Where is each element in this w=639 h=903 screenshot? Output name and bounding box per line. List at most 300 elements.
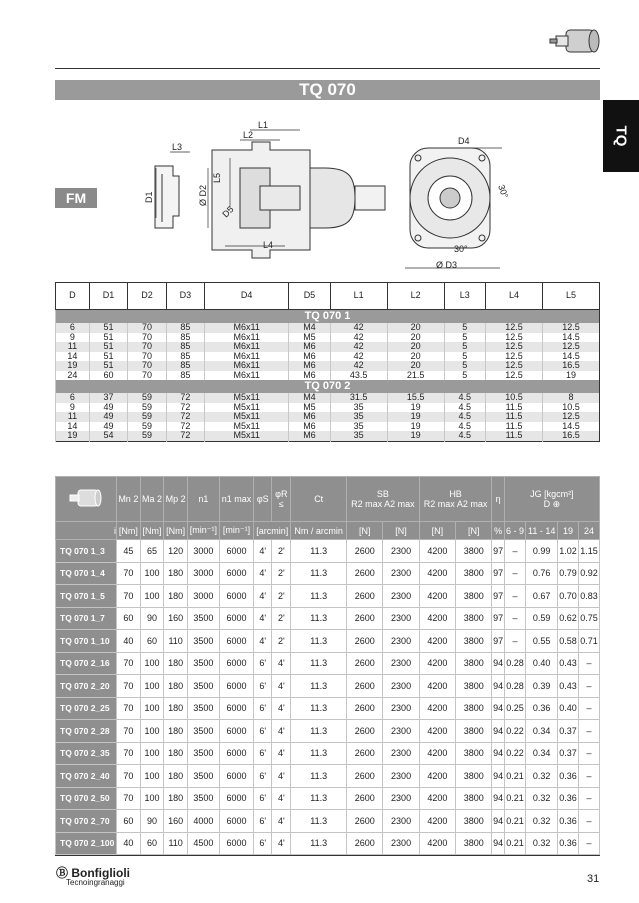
table-cell: 2300 [383,832,419,855]
table-cell: 0.32 [526,765,558,788]
table-row [56,540,600,563]
table-cell: 59 [128,403,166,413]
table-cell: 2300 [383,810,419,833]
table-cell: 2300 [383,742,419,765]
table-cell: 72 [166,431,204,441]
table-cell: 4' [272,787,291,810]
table-cell: 1.02 [558,540,579,563]
table-row [56,787,600,810]
table-cell: 0.36 [558,810,579,833]
dims-header-d2: D2 [128,283,166,310]
table-cell: 3000 [187,562,219,585]
table-cell: 4' [254,607,272,630]
table-cell: 3500 [187,607,219,630]
table-cell: 0.55 [526,630,558,653]
table-cell: 70 [128,361,166,371]
table-row [56,765,600,788]
table-cell: 2' [272,562,291,585]
table-cell: 51 [89,342,127,352]
table-cell: 6000 [219,787,253,810]
gearbox-thumbnail-icon [548,22,603,62]
table-cell: 6000 [219,720,253,743]
table-cell: 100 [140,697,164,720]
table-cell: 70 [128,323,166,333]
table-cell: 35 [330,412,387,422]
table-cell: 4' [272,675,291,698]
table-cell: 180 [164,742,188,765]
table-cell: 72 [166,412,204,422]
table-cell: 2' [272,630,291,653]
model-name: TQ 070 1_5 [56,585,117,608]
col-n1max: n1 max [219,477,253,522]
table-cell: 10.5 [486,393,543,403]
table-cell: 0.34 [526,720,558,743]
unit-header: [N] [456,522,492,540]
table-cell: 11.3 [291,607,347,630]
table-cell: 6000 [219,675,253,698]
table-cell: 0.37 [558,720,579,743]
table-cell: 4200 [419,540,455,563]
table-cell: 100 [140,765,164,788]
table-cell: 2300 [383,652,419,675]
table-cell: 5 [444,371,486,381]
table-cell: 94 [492,765,504,788]
table-cell: 1.15 [578,540,599,563]
table-cell: 94 [492,787,504,810]
gearbox-column-icon [56,477,117,522]
unit-header: [min⁻¹] [187,522,219,540]
col-n1: n1 [187,477,219,522]
table-cell: 100 [140,652,164,675]
table-cell: 2' [272,607,291,630]
table-cell: M6 [289,431,331,441]
table-cell: – [578,652,599,675]
table-cell: 85 [166,371,204,381]
table-cell: 70 [117,787,141,810]
table-cell: 11.3 [291,742,347,765]
table-cell: 0.40 [526,652,558,675]
table-cell: 59 [128,422,166,432]
table-cell: 2600 [347,765,383,788]
table-cell: M6x11 [205,342,289,352]
dims-header-d5: D5 [289,283,331,310]
model-name: TQ 070 2_100 [56,832,117,855]
table-cell: 0.32 [526,832,558,855]
table-cell: 4' [272,652,291,675]
group-header: TQ 070 1 [56,310,600,324]
table-cell: 42 [330,352,387,362]
table-cell: 70 [117,675,141,698]
table-cell: 70 [128,342,166,352]
table-cell: 6000 [219,562,253,585]
col-mn2: Mn 2 [117,477,141,522]
table-cell: 2600 [347,585,383,608]
table-cell: 0.22 [504,742,525,765]
dims-header-d: D [56,283,90,310]
technical-drawing [100,108,520,278]
table-cell: 60 [140,832,164,855]
unit-header: Nm / arcmin [291,522,347,540]
table-cell: 10.5 [542,403,599,413]
table-cell: 0.40 [558,697,579,720]
table-cell: 72 [166,403,204,413]
table-cell: 20 [387,333,444,343]
table-cell: 180 [164,675,188,698]
table-cell: 2300 [383,697,419,720]
table-cell: 3500 [187,675,219,698]
table-cell: – [578,742,599,765]
table-cell: 49 [89,412,127,422]
table-cell: 11 [56,412,90,422]
table-cell: 14 [56,352,90,362]
table-cell: 6' [254,810,272,833]
angle-label-1: 30° [496,183,511,200]
table-cell: M6 [289,361,331,371]
table-cell: 6' [254,697,272,720]
table-cell: 0.71 [578,630,599,653]
table-cell: 59 [128,412,166,422]
model-name: TQ 070 2_16 [56,652,117,675]
table-cell: 4000 [187,810,219,833]
table-cell: 0.70 [558,585,579,608]
table-cell: 4200 [419,810,455,833]
table-cell: 70 [117,742,141,765]
le-symbol: ≤ [278,499,284,509]
table-cell: 3500 [187,787,219,810]
dims-header-l3: L3 [444,283,486,310]
dim-d5: D5 [220,204,236,220]
table-cell: 2600 [347,810,383,833]
table-cell: 19 [56,361,90,371]
table-cell: – [504,562,525,585]
table-cell: M6 [289,412,331,422]
dim-l3: L3 [172,142,183,152]
table-cell: 16.5 [542,431,599,441]
table-cell: 51 [89,323,127,333]
table-cell: – [578,765,599,788]
table-cell: 6' [254,720,272,743]
table-cell: 97 [492,540,504,563]
table-row [56,607,600,630]
table-cell: 4200 [419,607,455,630]
table-cell: 2' [272,585,291,608]
table-cell: 12.5 [542,412,599,422]
table-cell: 40 [117,832,141,855]
dims-header-l2: L2 [387,283,444,310]
table-cell: 100 [140,675,164,698]
table-cell: 180 [164,765,188,788]
table-cell: 0.36 [558,832,579,855]
table-row [56,675,600,698]
unit-header: [arcmin] [254,522,291,540]
table-cell: 6' [254,832,272,855]
table-cell: 0.36 [558,765,579,788]
table-cell: 60 [117,810,141,833]
dim-d4: D4 [458,136,470,146]
table-cell: 9 [56,333,90,343]
table-cell: 42 [330,342,387,352]
table-cell: 40 [117,630,141,653]
table-cell: 0.58 [558,630,579,653]
model-name: TQ 070 2_28 [56,720,117,743]
table-cell: 4.5 [444,431,486,441]
table-cell: 6000 [219,540,253,563]
table-cell: 11 [56,342,90,352]
table-cell: 20 [387,352,444,362]
table-cell: 0.32 [526,810,558,833]
table-cell: 0.79 [558,562,579,585]
unit-header: [Nm] [164,522,188,540]
table-cell: 0.62 [558,607,579,630]
dims-header-l4: L4 [486,283,543,310]
table-cell: 0.36 [558,787,579,810]
table-cell: 2600 [347,562,383,585]
col-phi-s: φS [254,477,272,522]
table-cell: 0.67 [526,585,558,608]
table-cell: 0.76 [526,562,558,585]
model-name: TQ 070 1_10 [56,630,117,653]
col-ma2: Ma 2 [140,477,164,522]
table-cell: 0.83 [578,585,599,608]
table-cell: 4' [254,540,272,563]
dim-l5: L5 [212,172,222,183]
table-cell: 5 [444,361,486,371]
table-cell: 6' [254,652,272,675]
table-cell: 19 [56,431,90,441]
table-cell: 45 [117,540,141,563]
table-cell: 12.5 [486,371,543,381]
table-cell: 14 [56,422,90,432]
table-cell: 14.5 [542,333,599,343]
table-cell: 3000 [187,540,219,563]
table-cell: 85 [166,361,204,371]
table-cell: 11.3 [291,765,347,788]
table-cell: 35 [330,431,387,441]
table-cell: 2600 [347,832,383,855]
table-cell: 97 [492,585,504,608]
table-cell: 180 [164,652,188,675]
table-cell: 2600 [347,630,383,653]
table-cell: 54 [89,431,127,441]
table-cell: – [578,787,599,810]
table-cell: 11.5 [486,412,543,422]
table-cell: 6 [56,393,90,403]
table-cell: 3800 [456,630,492,653]
table-cell: 4200 [419,720,455,743]
table-cell: 6000 [219,652,253,675]
col-eta: η [492,477,504,522]
table-cell: 19 [387,431,444,441]
table-cell: 51 [89,352,127,362]
table-cell: 85 [166,342,204,352]
table-cell: 11.3 [291,810,347,833]
table-cell: 5 [444,323,486,333]
table-cell: 0.21 [504,810,525,833]
table-cell: 42 [330,323,387,333]
table-cell: 0.92 [578,562,599,585]
table-cell: 0.75 [578,607,599,630]
table-cell: 160 [164,607,188,630]
table-cell: 2300 [383,630,419,653]
table-cell: M6x11 [205,333,289,343]
table-cell: 120 [164,540,188,563]
unit-header: [N] [383,522,419,540]
dims-header-l1: L1 [330,283,387,310]
table-cell: 16.5 [542,361,599,371]
group-header: TQ 070 2 [56,380,600,393]
table-cell: 4200 [419,675,455,698]
table-cell: 0.32 [526,787,558,810]
table-cell: 0.43 [558,675,579,698]
table-cell: 35 [330,422,387,432]
table-cell: 31.5 [330,393,387,403]
table-cell: 0.34 [526,742,558,765]
table-cell: 160 [164,810,188,833]
table-cell: 4200 [419,765,455,788]
table-cell: 2600 [347,540,383,563]
table-cell: 3500 [187,720,219,743]
shaft-icon: ⊕ [552,498,561,509]
table-cell: 60 [89,371,127,381]
table-cell: 4200 [419,787,455,810]
table-cell: 4200 [419,562,455,585]
unit-header: [min⁻¹] [219,522,253,540]
table-cell: 3800 [456,810,492,833]
table-cell: 4' [272,720,291,743]
table-cell: 2300 [383,562,419,585]
table-cell: 19 [542,371,599,381]
table-cell: 70 [117,720,141,743]
table-cell: 6' [254,675,272,698]
table-cell: 20 [387,323,444,333]
table-cell: 2300 [383,585,419,608]
model-name: TQ 070 1_7 [56,607,117,630]
table-cell: 85 [166,323,204,333]
table-cell: 2300 [383,675,419,698]
table-cell: 5 [444,333,486,343]
table-cell: 0.59 [526,607,558,630]
table-cell: 4200 [419,697,455,720]
table-cell: 0.39 [526,675,558,698]
table-cell: 12.5 [486,323,543,333]
table-cell: 70 [117,652,141,675]
table-cell: 2300 [383,765,419,788]
table-cell: 3500 [187,765,219,788]
table-cell: 70 [128,371,166,381]
table-cell: 0.25 [504,697,525,720]
table-cell: 2300 [383,787,419,810]
table-cell: 0.37 [558,742,579,765]
table-cell: – [504,630,525,653]
table-cell: 11.3 [291,832,347,855]
table-cell: 2300 [383,607,419,630]
table-cell: 70 [117,562,141,585]
page-number: 31 [587,873,600,885]
table-cell: 3800 [456,832,492,855]
table-cell: 0.36 [526,697,558,720]
table-cell: 49 [89,403,127,413]
table-cell: 2600 [347,652,383,675]
table-cell: 6000 [219,832,253,855]
variant-label: FM [55,188,97,208]
table-cell: 3500 [187,652,219,675]
table-cell: 6 [56,323,90,333]
unit-header: 19 [558,522,579,540]
header-rule [55,68,600,69]
table-cell: 2600 [347,787,383,810]
table-cell: 2300 [383,540,419,563]
model-name: TQ 070 1_3 [56,540,117,563]
table-cell: 19 [387,403,444,413]
unit-header: [Nm] [117,522,141,540]
table-row [56,371,600,381]
table-cell: 94 [492,652,504,675]
table-cell: – [504,540,525,563]
unit-header: [Nm] [140,522,164,540]
table-cell: 21.5 [387,371,444,381]
table-cell: 4200 [419,630,455,653]
table-row [56,832,600,855]
unit-header: [N] [419,522,455,540]
table-cell: 6' [254,742,272,765]
table-cell: 180 [164,787,188,810]
table-row [56,720,600,743]
table-cell: – [578,675,599,698]
table-cell: 97 [492,562,504,585]
table-cell: – [504,585,525,608]
table-row [56,697,600,720]
table-cell: 72 [166,422,204,432]
dim-d3: Ø D3 [436,260,458,270]
table-cell: 94 [492,675,504,698]
table-cell: 2600 [347,675,383,698]
col-sb: SB R2 max A2 max [347,477,420,522]
table-cell: 3000 [187,585,219,608]
table-cell: 3800 [456,720,492,743]
table-cell: M5x11 [205,403,289,413]
table-cell: 97 [492,630,504,653]
table-cell: 3800 [456,540,492,563]
table-cell: 0.28 [504,675,525,698]
table-cell: 3800 [456,585,492,608]
section-tab: TQ [603,100,639,172]
table-cell: 180 [164,585,188,608]
table-cell: 3800 [456,562,492,585]
table-cell: 12.5 [542,342,599,352]
table-cell: 11.3 [291,787,347,810]
dims-header-d1: D1 [89,283,127,310]
table-cell: 12.5 [486,333,543,343]
table-cell: 11.5 [486,431,543,441]
table-cell: 11.3 [291,585,347,608]
table-cell: – [578,697,599,720]
table-cell: 0.28 [504,652,525,675]
dims-header-d3: D3 [166,283,204,310]
table-cell: M5 [289,403,331,413]
shaft-d-label: D [543,498,551,509]
model-name: TQ 070 2_50 [56,787,117,810]
table-cell: 90 [140,607,164,630]
angle-label-2: 30° [454,244,468,254]
table-cell: 37 [89,393,127,403]
table-cell: 94 [492,742,504,765]
footer-rule [55,855,600,856]
table-cell: 6000 [219,810,253,833]
col-hb: HB R2 max A2 max [419,477,492,522]
brand-logo: Ⓑ Bonfiglioli [56,866,130,880]
table-cell: 15.5 [387,393,444,403]
table-cell: 0.21 [504,787,525,810]
